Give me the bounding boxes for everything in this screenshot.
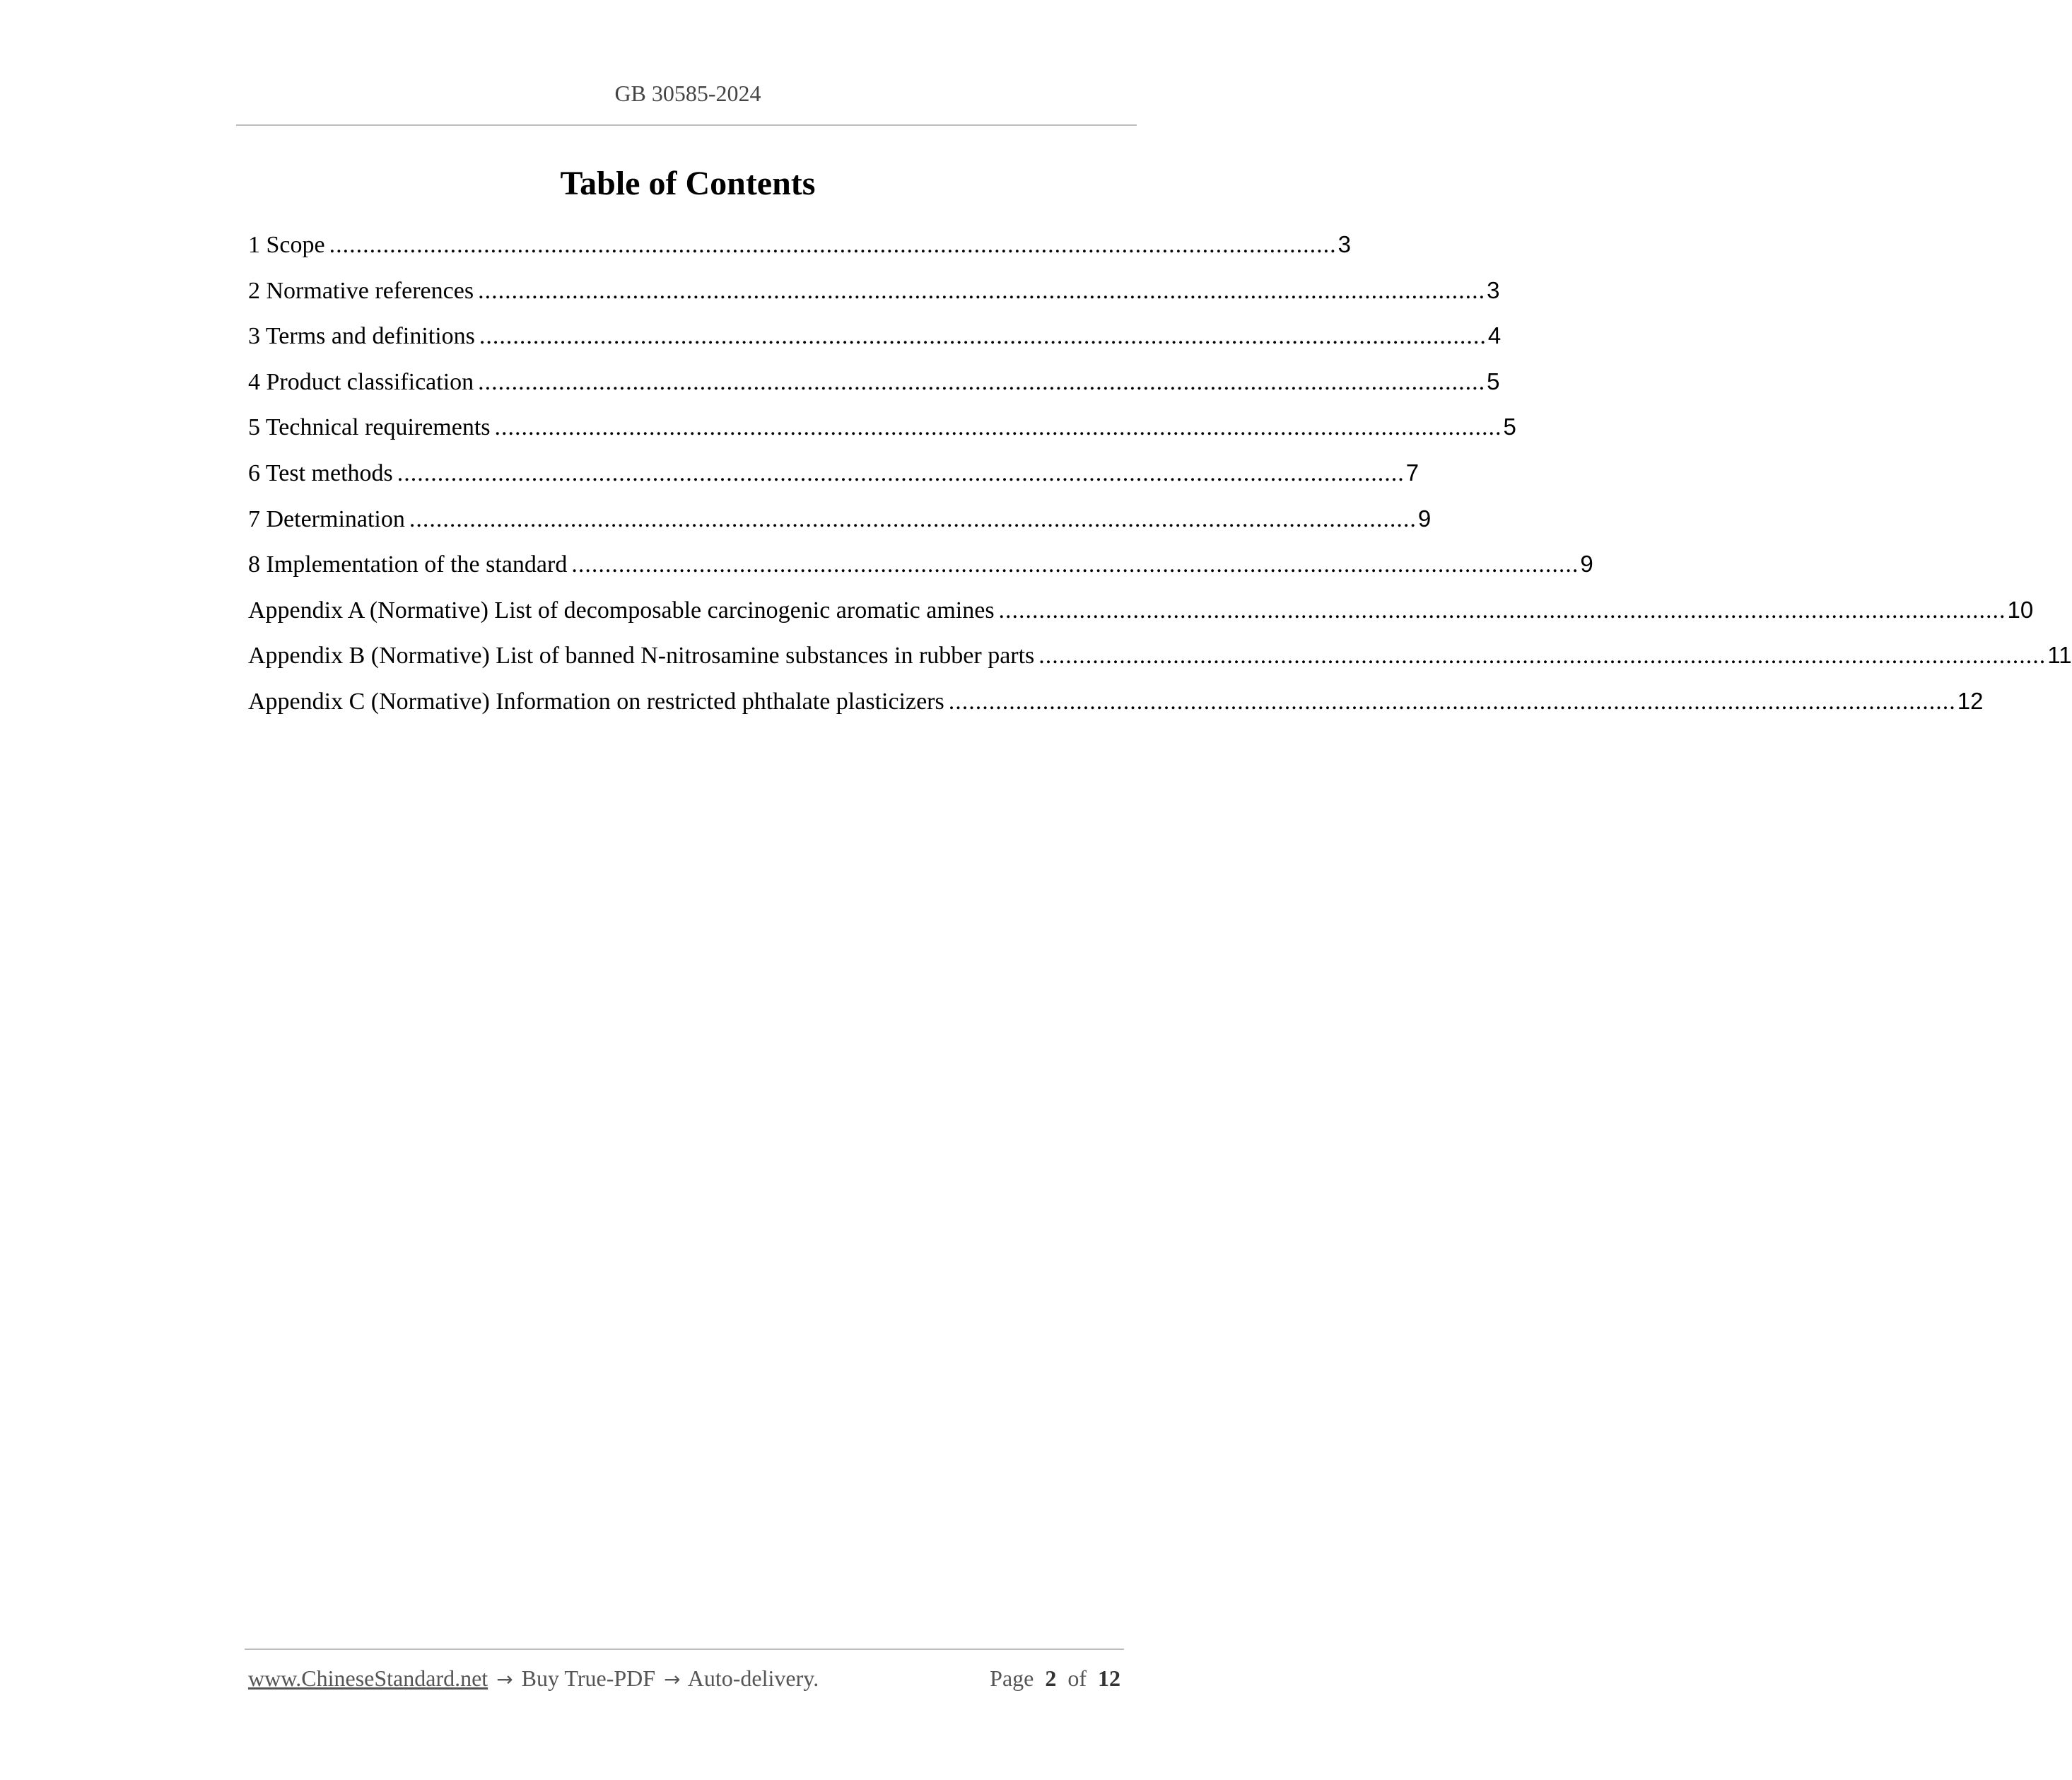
buy-true-pdf-text: Buy True-PDF [521,1665,656,1691]
header-divider [236,124,1137,126]
toc-entry-page: 3 [1487,276,1500,303]
auto-delivery-text: Auto-delivery. [687,1665,819,1691]
toc-leader-dots: ...................................................................................................................................................... [478,277,1486,304]
of-label: of [1067,1665,1087,1691]
toc-entry-determination[interactable] [248,505,1432,551]
total-pages-number: 12 [1098,1665,1120,1691]
toc-entry-label: 2 Normative references [248,277,474,304]
toc-entry-implementation[interactable] [248,551,1593,597]
toc-leader-dots: ...................................................................................................................................................... [397,459,1405,486]
toc-entry-label: 7 Determination [248,505,405,532]
toc-leader-dots: ...................................................................................................................................................... [948,688,1956,715]
toc-entry-page: 5 [1487,368,1500,394]
toc-entry-technical-requirements[interactable] [248,414,1516,459]
toc-title: Table of Contents [560,165,816,202]
toc-entry-product-classification[interactable] [248,368,1500,414]
toc-leader-dots: ...................................................................................................................................................... [409,505,1417,532]
toc-entry-appendix-a[interactable] [248,596,2034,643]
toc-entry-appendix-b[interactable] [248,642,2072,688]
toc-entry-page: 7 [1405,459,1420,486]
site-link[interactable]: www.ChineseStandard.net [248,1665,488,1691]
toc-entry-page: 4 [1487,322,1502,349]
toc-entry-label: Appendix B (Normative) List of banned N-nitrosamine substances in rubber parts [248,643,1035,669]
page-label: Page [990,1665,1034,1691]
toc-entry-page: 3 [1338,231,1351,257]
toc-leader-dots: ...................................................................................................................................................... [998,597,2006,623]
toc-entry-label: 5 Technical requirements [248,414,491,441]
toc-leader-dots: ...................................................................................................................................................... [1038,643,2047,669]
toc-entry-label: 3 Terms and definitions [248,323,475,350]
arrow-right-icon: → [664,1668,681,1691]
toc-entry-normative-references[interactable] [248,276,1500,323]
toc-entry-terms-definitions[interactable] [248,322,1502,368]
toc-entry-label: 1 Scope [248,232,325,258]
toc-leader-dots: ...................................................................................................................................................... [494,414,1502,441]
footer-divider [245,1649,1124,1650]
toc-leader-dots: ...................................................................................................................................................... [571,551,1579,578]
footer-promo [248,1665,819,1692]
toc-leader-dots: ...................................................................................................................................................... [329,232,1337,258]
page-footer [248,1665,1120,1692]
toc-leader-dots: ...................................................................................................................................................... [478,368,1486,395]
toc-entry-page: 9 [1580,551,1593,578]
toc-entry-label: Appendix C (Normative) Information on restricted phthalate plasticizers [248,688,944,715]
toc-entry-label: 8 Implementation of the standard [248,551,568,578]
page-indicator [990,1665,1120,1692]
toc-entry-scope[interactable] [248,231,1351,277]
current-page-number: 2 [1045,1665,1057,1691]
toc-entry-page: 12 [1957,687,1984,714]
toc-entry-page: 11 [2047,642,2072,669]
toc-entry-test-methods[interactable] [248,459,1420,505]
toc-entry-page: 10 [2007,596,2034,623]
toc-leader-dots: ...................................................................................................................................................... [479,323,1487,350]
arrow-right-icon: → [496,1668,513,1691]
toc-entry-page: 5 [1503,414,1516,440]
toc-entry-label: Appendix A (Normative) List of decomposable carcinogenic aromatic amines [248,597,995,623]
toc-entry-page: 9 [1417,505,1432,532]
toc-entry-label: 6 Test methods [248,459,393,486]
toc-list [248,231,2072,734]
toc-entry-label: 4 Product classification [248,368,474,395]
toc-entry-appendix-c[interactable] [248,687,1984,734]
document-code-header: GB 30585-2024 [614,81,761,106]
